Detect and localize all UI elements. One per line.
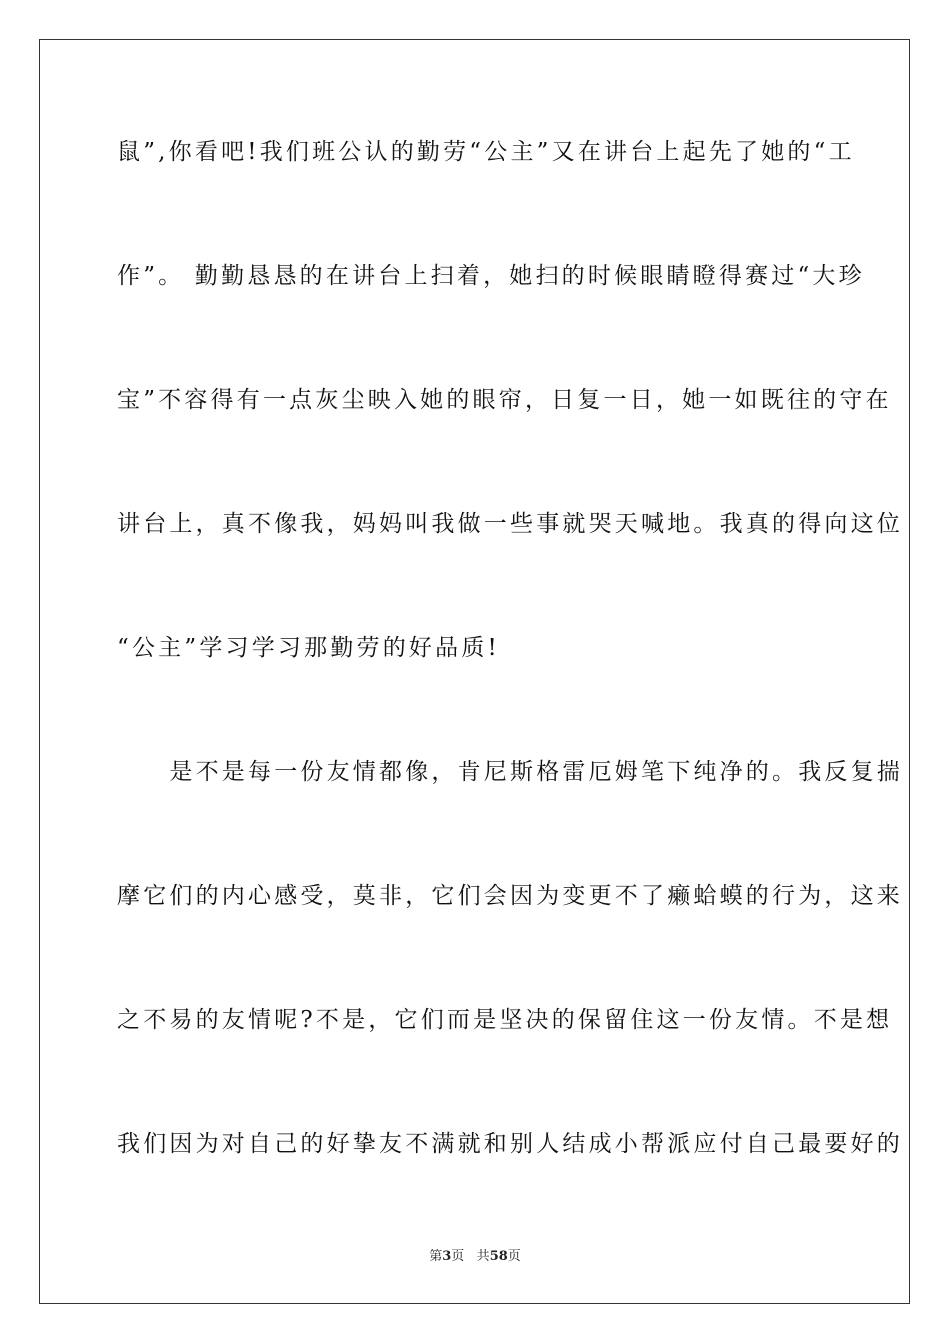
text-line-3: 宝”不容得有一点灰尘映入她的眼帘，日复一日，她一如既往的守在 [117,387,892,413]
total-prefix: 共 [476,1249,490,1264]
text-line-6: 是不是每一份友情都像，肯尼斯格雷厄姆笔下纯净的。我反复揣 [117,759,903,785]
total-suffix: 页 [507,1249,521,1264]
page-border [39,39,910,1304]
text-line-8: 之不易的友情呢?不是，它们而是坚决的保留住这一份友情。不是想 [117,1007,893,1033]
text-line-9: 我们因为对自己的好挚友不满就和别人结成小帮派应付自己最要好的 [117,1131,903,1157]
text-line-4: 讲台上，真不像我，妈妈叫我做一些事就哭天喊地。我真的得向这位 [117,511,903,537]
page-prefix: 第 [429,1249,443,1264]
text-line-5: “公主”学习学习那勤劳的好品质! [117,635,500,661]
total-pages: 58 [489,1249,508,1264]
page-footer [0,1248,950,1266]
page-number: 3 [442,1249,452,1264]
text-line-1: 鼠”,你看吧!我们班公认的勤劳“公主”又在讲台上起先了她的“工 [117,139,855,165]
text-line-7: 摩它们的内心感受，莫非，它们会因为变更不了癞蛤蟆的行为，这来 [117,883,903,909]
page-suffix: 页 [451,1249,465,1264]
text-line-2: 作”。 勤勤恳恳的在讲台上扫着，她扫的时候眼睛瞪得赛过“大珍 [117,263,865,289]
